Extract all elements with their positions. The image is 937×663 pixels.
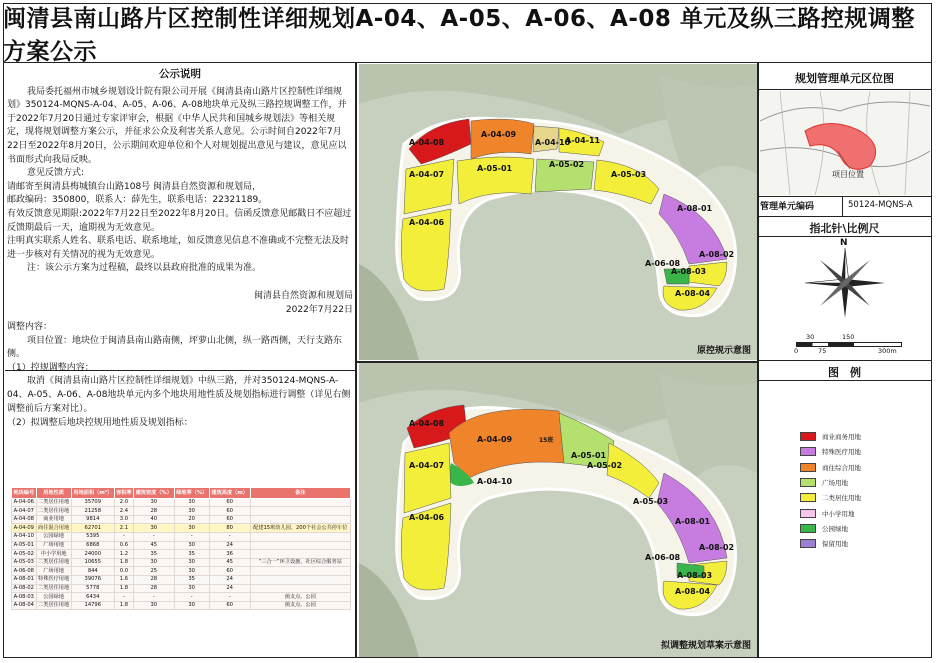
table-cell: 30 bbox=[174, 541, 209, 550]
plan-table-header bbox=[12, 488, 351, 499]
table-cell: - bbox=[114, 593, 133, 602]
legend-label: 中小学用地 bbox=[822, 509, 855, 518]
table-cell: 30 bbox=[174, 567, 209, 576]
map-original-label: A-04-10 bbox=[535, 138, 571, 147]
legend-item bbox=[800, 539, 848, 548]
table-row bbox=[12, 515, 351, 524]
table-cell: 2.0 bbox=[114, 498, 133, 507]
table-row bbox=[12, 601, 351, 610]
table-cell: 6434 bbox=[71, 593, 114, 602]
table-cell: 24000 bbox=[71, 550, 114, 559]
scale-bottom-0: 0 bbox=[794, 347, 799, 355]
table-row bbox=[12, 507, 351, 516]
divider-rp2 bbox=[757, 196, 932, 197]
table-cell: 30 bbox=[134, 524, 175, 533]
table-cell bbox=[250, 550, 350, 559]
legend-item bbox=[800, 493, 861, 502]
sign-date: 2022年7月22日 bbox=[285, 304, 353, 315]
table-cell: 1.8 bbox=[114, 601, 133, 610]
table-cell: 45 bbox=[209, 558, 250, 567]
table-cell: 二类居住用地 bbox=[36, 498, 71, 507]
table-row bbox=[12, 584, 351, 593]
plan-table-header-cell: 备注 bbox=[250, 488, 350, 499]
adjust-item2: （2）拟调整后地块控规用地性质及规划指标： bbox=[7, 418, 193, 429]
map-adjusted-label: 15班 bbox=[539, 437, 554, 444]
table-cell: 25 bbox=[134, 567, 175, 576]
scale-bottom-300: 300m bbox=[878, 347, 897, 355]
divider-rp3 bbox=[757, 216, 932, 217]
table-row bbox=[12, 567, 351, 576]
table-row bbox=[12, 532, 351, 541]
table-cell: A-04-06 bbox=[12, 498, 37, 507]
legend-label: 商业商务用地 bbox=[822, 433, 861, 441]
plan-table bbox=[11, 487, 351, 610]
table-cell: A-04-07 bbox=[12, 507, 37, 516]
plan-table-header-cell: 建筑密度（%） bbox=[134, 488, 175, 499]
table-row bbox=[12, 541, 351, 550]
map-original-label: A-04-07 bbox=[409, 170, 445, 179]
table-cell: 80 bbox=[209, 524, 250, 533]
plan-table-header-cell: 用地性质 bbox=[36, 488, 71, 499]
table-cell: - bbox=[114, 532, 133, 541]
map-adjusted-label: A-06-08 bbox=[645, 553, 681, 562]
table-cell: 中小学用地 bbox=[36, 550, 71, 559]
table-cell: 2.1 bbox=[114, 524, 133, 533]
table-cell: A-04-08 bbox=[12, 515, 37, 524]
plan-table-header-cell: 用地面积（m²） bbox=[71, 488, 114, 499]
notice-para1: 我局委托福州市城乡规划设计院有限公司开展《闽清县南山路片区控制性详细规划》350124-MQNS-A-04、A-05、A-06、A-08地块单元及纵三路控规调整工作，并于2022年7月20日通过专家评审会，根据《中华人民共和国城乡规划法》等相关规定，现将规划调整方案公示，并征求公众及利害关系人意见。公示时间自2022年7月22日至2022年8月20日，公示期间欢迎单位和个人对规划提出意见与建议，意见应以书面形式向我局反映。 bbox=[7, 86, 347, 165]
project-location-label: 项目位置 bbox=[832, 170, 864, 179]
legend-item bbox=[800, 447, 861, 456]
legend-swatch bbox=[800, 524, 816, 533]
legend-swatch bbox=[800, 493, 816, 502]
table-cell: 9814 bbox=[71, 515, 114, 524]
table-cell: 公园绿地 bbox=[36, 532, 71, 541]
table-cell: 公园绿地 bbox=[36, 593, 71, 602]
table-cell: 0.0 bbox=[114, 567, 133, 576]
map-adjusted bbox=[359, 363, 757, 657]
table-cell: 20 bbox=[174, 515, 209, 524]
table-cell: 30 bbox=[134, 558, 175, 567]
legend-item bbox=[800, 478, 848, 487]
north-label: N bbox=[840, 238, 848, 248]
table-cell: 35 bbox=[174, 575, 209, 584]
table-cell: 45 bbox=[134, 541, 175, 550]
map-adjusted-label: A-04-08 bbox=[409, 419, 445, 428]
page-title: 闽清县南山路片区控制性详细规划A-04、A-05、A-06、A-08 单元及纵三路控规调整方案公示 bbox=[3, 3, 932, 63]
map-original-label: A-04-11 bbox=[565, 136, 601, 145]
table-cell: 3.0 bbox=[114, 515, 133, 524]
map-adjusted-label: A-05-03 bbox=[633, 497, 669, 506]
table-cell: 14796 bbox=[71, 601, 114, 610]
map-original-label: A-08-03 bbox=[671, 267, 707, 276]
table-cell: 30 bbox=[174, 507, 209, 516]
table-cell bbox=[250, 507, 350, 516]
legend-label: 二类居住用地 bbox=[822, 494, 861, 503]
map-original-label: A-06-08 bbox=[645, 259, 681, 268]
table-cell: A-08-02 bbox=[12, 584, 37, 593]
legend-swatch bbox=[800, 478, 816, 487]
table-cell: 60 bbox=[209, 515, 250, 524]
feedback-heading: 意见反馈方式: bbox=[27, 168, 85, 179]
table-cell: A-08-03 bbox=[12, 593, 37, 602]
legend-item bbox=[800, 509, 855, 518]
legend-label: 广场用地 bbox=[822, 478, 848, 487]
map-original-label: A-04-06 bbox=[409, 218, 445, 227]
legend-title: 图 例 bbox=[828, 366, 861, 379]
map-original-caption: 原控规示意图 bbox=[696, 346, 751, 356]
legend-item bbox=[800, 524, 848, 533]
notice-heading: 公示说明 bbox=[159, 68, 201, 80]
table-cell bbox=[250, 498, 350, 507]
map-adjusted-label: A-05-01 bbox=[571, 451, 607, 460]
divider-rp-code bbox=[842, 196, 843, 216]
table-cell: 60 bbox=[209, 498, 250, 507]
table-cell: 60 bbox=[209, 601, 250, 610]
legend-swatch bbox=[800, 539, 816, 548]
plan-table-header-cell: 绿地率（%） bbox=[174, 488, 209, 499]
plan-table-header-cell: 地块编号 bbox=[12, 488, 37, 499]
table-cell: 28 bbox=[134, 507, 175, 516]
table-cell: 广场用地 bbox=[36, 567, 71, 576]
table-cell: - bbox=[209, 593, 250, 602]
adjust-item1-body: 取消《闽清县南山路片区控制性详细规划》中纵三路，并对350124-MQNS-A-04、A-05、A-06、A-08地块单元内多个地块用地性质及规划指标进行调整（详见右侧调整前后方案对比）。 bbox=[7, 376, 351, 414]
table-cell: 二类居住用地 bbox=[36, 584, 71, 593]
table-row bbox=[12, 558, 351, 567]
legend-label: 特殊医疗用地 bbox=[822, 448, 861, 457]
table-cell: 10655 bbox=[71, 558, 114, 567]
map-adjusted-label: A-04-09 bbox=[477, 435, 513, 444]
table-cell: 24 bbox=[209, 541, 250, 550]
table-cell: 60 bbox=[209, 507, 250, 516]
location-map-title: 规划管理单元区位图 bbox=[795, 72, 894, 85]
table-cell: 二类居住用地 bbox=[36, 507, 71, 516]
table-cell: A-04-09 bbox=[12, 524, 37, 533]
map-adjusted-graphic bbox=[359, 363, 757, 657]
map-original-label: A-08-04 bbox=[675, 289, 711, 298]
table-row bbox=[12, 498, 351, 507]
table-cell: 35 bbox=[134, 550, 175, 559]
legend-swatch bbox=[800, 447, 816, 456]
map-adjusted-label: A-05-02 bbox=[587, 461, 623, 470]
table-cell: 配建15班幼儿园、200个社会公共停车位 bbox=[250, 524, 350, 533]
map-adjusted-label: A-04-10 bbox=[477, 477, 513, 486]
map-adjusted-caption: 拟调整规划草案示意图 bbox=[660, 641, 751, 651]
divider-rp1 bbox=[757, 89, 932, 90]
table-cell: 二类居住用地 bbox=[36, 601, 71, 610]
table-cell: 30 bbox=[174, 498, 209, 507]
adjust-heading: 调整内容： bbox=[7, 322, 53, 333]
table-cell: 24 bbox=[209, 575, 250, 584]
map-original-label: A-05-02 bbox=[549, 160, 585, 169]
legend-swatch bbox=[800, 509, 816, 518]
table-cell: 商住混合用地 bbox=[36, 524, 71, 533]
table-cell: A-05-02 bbox=[12, 550, 37, 559]
map-original-label: A-04-09 bbox=[481, 130, 517, 139]
table-cell: 菌支点、公园 bbox=[250, 601, 350, 610]
table-cell: 35 bbox=[174, 550, 209, 559]
legend-label: 保留用地 bbox=[822, 540, 848, 549]
table-cell: - bbox=[174, 593, 209, 602]
table-cell: A-05-01 bbox=[12, 541, 37, 550]
table-cell bbox=[250, 567, 350, 576]
scale-bar bbox=[790, 333, 910, 355]
scale-top-150: 150 bbox=[842, 333, 855, 341]
scale-bottom-75: 75 bbox=[818, 347, 827, 355]
table-cell: “三合一”环卫设施、社区综合服务站 bbox=[250, 558, 350, 567]
map-original-label: A-05-03 bbox=[611, 170, 647, 179]
table-cell: 30 bbox=[174, 558, 209, 567]
table-row bbox=[12, 575, 351, 584]
map-adjusted-label: A-08-01 bbox=[675, 517, 711, 526]
divider-rp6 bbox=[757, 380, 932, 381]
adjust-item1: （1）控规调整内容： bbox=[7, 362, 94, 373]
table-cell: 28 bbox=[134, 584, 175, 593]
table-cell: - bbox=[209, 532, 250, 541]
plan-table-header-cell: 建筑高度（m） bbox=[209, 488, 250, 499]
unit-code-label: 管理单元编码 bbox=[760, 202, 815, 212]
table-cell: 0.6 bbox=[114, 541, 133, 550]
table-cell: 30 bbox=[134, 498, 175, 507]
table-cell: 30 bbox=[174, 601, 209, 610]
divider-rp4 bbox=[757, 236, 932, 237]
table-cell: 62701 bbox=[71, 524, 114, 533]
table-cell: A-08-01 bbox=[12, 575, 37, 584]
table-cell: 6868 bbox=[71, 541, 114, 550]
plan-table-body bbox=[12, 498, 351, 610]
table-row bbox=[12, 550, 351, 559]
note-info: 注明真实联系人姓名、联系电话、联系地址，如反馈意见信息不准确或不完整无法及时进一步核对有关情况的视为无效意见。 bbox=[7, 236, 350, 260]
legend-label: 商住综合用地 bbox=[822, 463, 861, 472]
unit-code-value: 50124-MQNS-A bbox=[848, 200, 913, 210]
north-arrow-icon bbox=[800, 238, 890, 323]
table-cell: 1.6 bbox=[114, 575, 133, 584]
table-cell: 39076 bbox=[71, 575, 114, 584]
table-cell: 5778 bbox=[71, 584, 114, 593]
table-cell: 36 bbox=[209, 550, 250, 559]
table-cell: A-08-04 bbox=[12, 601, 37, 610]
table-cell: 24 bbox=[209, 584, 250, 593]
table-cell: 30 bbox=[134, 601, 175, 610]
table-cell: 1.8 bbox=[114, 584, 133, 593]
valid-period: 有效反馈意见期限:2022年7月22日至2022年8月20日。信函反馈意见邮戳日不应超过反馈期最后一天，逾期视为无效意见。 bbox=[7, 208, 352, 233]
table-cell bbox=[250, 575, 350, 584]
table-cell: 30 bbox=[174, 524, 209, 533]
table-cell: - bbox=[134, 532, 175, 541]
table-cell: 2.4 bbox=[114, 507, 133, 516]
table-cell: 1.8 bbox=[114, 558, 133, 567]
table-cell: A-04-10 bbox=[12, 532, 37, 541]
table-row bbox=[12, 524, 351, 533]
legend-swatch bbox=[800, 432, 816, 441]
table-cell: 30 bbox=[174, 584, 209, 593]
legend-item bbox=[800, 432, 861, 441]
table-cell: 28 bbox=[134, 575, 175, 584]
map-original bbox=[359, 64, 757, 360]
map-original-label: A-08-02 bbox=[699, 250, 735, 259]
table-cell: 二类居住用地 bbox=[36, 558, 71, 567]
table-cell: 广场用地 bbox=[36, 541, 71, 550]
table-row bbox=[12, 593, 351, 602]
legend-swatch bbox=[800, 463, 816, 472]
divider-rp5 bbox=[757, 360, 932, 361]
legend-item bbox=[800, 463, 861, 472]
map-adjusted-label: A-08-02 bbox=[699, 543, 735, 552]
table-cell: 60 bbox=[209, 567, 250, 576]
table-cell: A-05-03 bbox=[12, 558, 37, 567]
table-cell bbox=[250, 584, 350, 593]
sign-org: 闽清县自然资源和规划局 bbox=[253, 290, 353, 301]
table-cell: 40 bbox=[134, 515, 175, 524]
table-cell: 商业用地 bbox=[36, 515, 71, 524]
adjust-location: 项目位置：地块位于闽清县南山路南侧，坪萝山北侧，纵一路西侧，天行支路东侧。 bbox=[7, 335, 343, 360]
map-adjusted-label: A-04-07 bbox=[409, 461, 445, 470]
note-final: 注：该公示方案为过程稿，最终以县政府批准的成果为准。 bbox=[27, 263, 262, 274]
table-cell: 5395 bbox=[71, 532, 114, 541]
table-cell: 35709 bbox=[71, 498, 114, 507]
table-cell bbox=[250, 515, 350, 524]
table-cell: A-06-08 bbox=[12, 567, 37, 576]
compass-title: 指北针\比例尺 bbox=[809, 222, 880, 235]
location-map bbox=[760, 91, 930, 195]
map-adjusted-label: A-04-06 bbox=[409, 513, 445, 522]
table-cell: 844 bbox=[71, 567, 114, 576]
scale-top-30: 30 bbox=[806, 333, 815, 341]
table-cell: 1.2 bbox=[114, 550, 133, 559]
feedback-contact: 邮政编码：350800，联系人：薛先生，联系电话：22321189。 bbox=[7, 195, 268, 206]
map-original-label: A-05-01 bbox=[477, 164, 513, 173]
table-cell: - bbox=[174, 532, 209, 541]
map-original-label: A-08-01 bbox=[677, 204, 713, 213]
legend-label: 公园绿地 bbox=[822, 524, 848, 533]
table-cell bbox=[250, 541, 350, 550]
table-cell: - bbox=[134, 593, 175, 602]
table-cell: 菌支点、公园 bbox=[250, 593, 350, 602]
map-adjusted-label: A-08-04 bbox=[675, 587, 711, 596]
map-original-label: A-04-08 bbox=[409, 138, 445, 147]
table-cell bbox=[250, 532, 350, 541]
map-adjusted-label: A-08-03 bbox=[677, 571, 713, 580]
table-cell: 特殊医疗用地 bbox=[36, 575, 71, 584]
plan-table-header-cell: 容积率 bbox=[114, 488, 133, 499]
feedback-address: 请邮寄至闽清县梅城镇台山路108号 闽清县自然资源和规划局， bbox=[7, 181, 262, 192]
table-cell: 21258 bbox=[71, 507, 114, 516]
